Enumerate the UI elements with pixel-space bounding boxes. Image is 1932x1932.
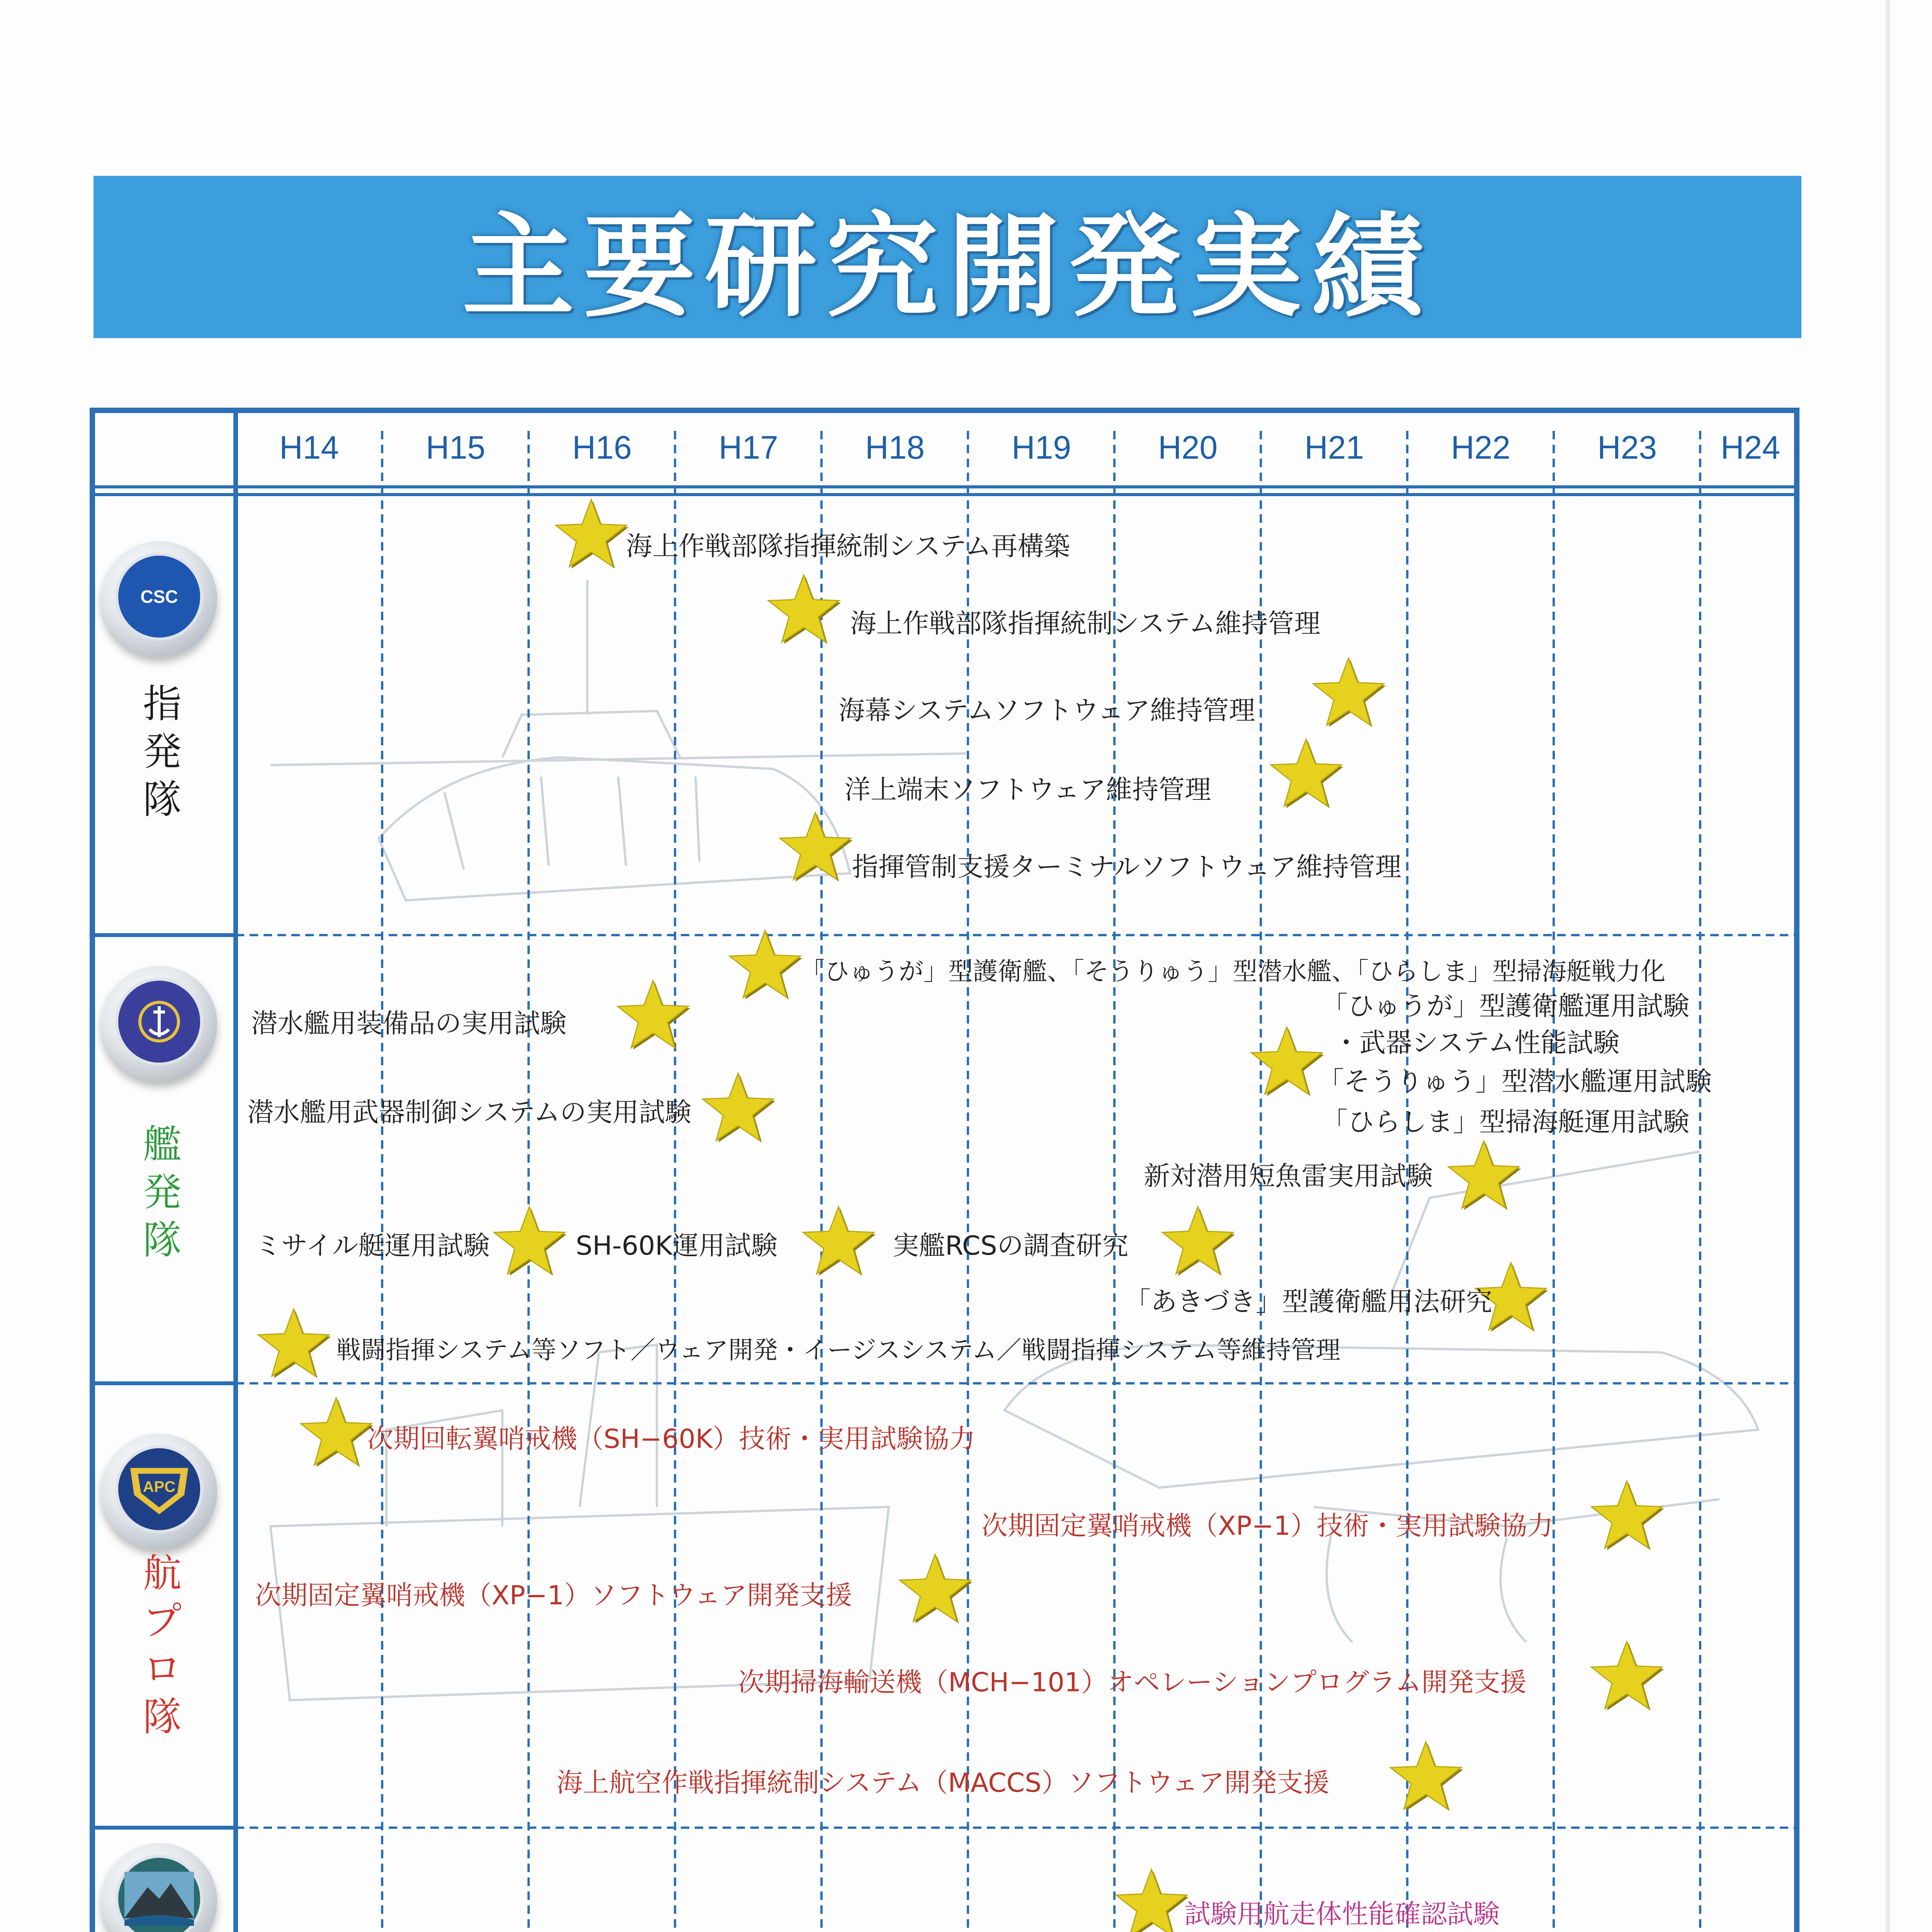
star-marker-icon: [896, 1551, 974, 1629]
item-label: ミサイル艇運用試験: [255, 1231, 490, 1261]
item-label: 海幕システムソフトウェア維持管理: [838, 696, 1255, 726]
star-marker-icon: [1113, 1866, 1190, 1932]
item-label: ・武器システム性能試験: [1333, 1028, 1620, 1058]
item-label: 「そうりゅう」型潜水艦運用試験: [1318, 1066, 1712, 1097]
warship-emblem-icon: [101, 966, 217, 1082]
star-marker-icon: [1588, 1478, 1665, 1555]
year-header: H18: [865, 429, 925, 466]
star-marker-icon: [1310, 655, 1387, 732]
item-label: 次期固定翼哨戒機（XP−1）技術・実用試験協力: [981, 1511, 1553, 1541]
item-label: 「あきづき」型護衛艦用法研究: [1124, 1287, 1493, 1317]
item-label: 試験用航走体性能確認試験: [1184, 1899, 1500, 1930]
item-label: 「ひゅうが」型護衛艦運用試験: [1321, 991, 1690, 1022]
logo-text: CSC: [140, 587, 178, 607]
item-label: 指揮管制支援ターミナルソフトウェア維持管理: [852, 852, 1401, 883]
star-marker-icon: [1588, 1638, 1665, 1716]
item-label: 「ひゅうが」型護衛艦、「そうりゅう」型潜水艦、「ひらしま」型掃海艇戦力化: [800, 957, 1665, 986]
aircraft-program-emblem-icon: [101, 1434, 217, 1549]
star-marker-icon: [491, 1204, 568, 1281]
csc-emblem-icon: [101, 541, 217, 657]
star-marker-icon: [298, 1395, 375, 1472]
year-header: H15: [425, 429, 486, 466]
year-header: H16: [572, 429, 632, 466]
unit-name-shihatsutai: 指 発 隊: [143, 681, 182, 822]
star-marker-icon: [800, 1204, 877, 1281]
star-marker-icon: [1267, 736, 1345, 813]
item-label: 洋上端末ソフトウェア維持管理: [844, 775, 1211, 805]
star-marker-icon: [255, 1306, 332, 1383]
star-marker-icon: [1159, 1204, 1236, 1281]
year-header: H21: [1304, 429, 1364, 466]
year-header: H20: [1158, 429, 1218, 466]
item-label: 海上航空作戦指揮統制システム（MACCS）ソフトウェア開発支援: [556, 1768, 1330, 1798]
page-title: 主要研究開発実績: [462, 202, 1433, 332]
star-marker-icon: [765, 572, 842, 649]
year-header: H24: [1720, 429, 1781, 466]
item-label: 海上作戦部隊指揮統制システム維持管理: [850, 609, 1321, 639]
item-label: 「ひらしま」型掃海艇運用試験: [1321, 1107, 1690, 1138]
year-header: H23: [1597, 429, 1657, 466]
year-header: H14: [279, 429, 339, 466]
item-label: 新対潜用短魚雷実用試験: [1144, 1161, 1433, 1192]
unit-name-kanhatsutai: 艦 発 隊: [143, 1122, 182, 1263]
logo-text: APC: [143, 1478, 176, 1495]
item-label: 潜水艦用武器制御システムの実用試験: [247, 1097, 692, 1128]
star-marker-icon: [1387, 1739, 1464, 1816]
shield-icon: [126, 1460, 192, 1518]
star-marker-icon: [614, 978, 692, 1055]
star-marker-icon: [726, 927, 804, 1005]
star-marker-icon: [1248, 1024, 1325, 1101]
item-label: SH-60K運用試験: [576, 1231, 777, 1261]
star-marker-icon: [699, 1070, 777, 1148]
anchor-icon: [132, 995, 186, 1049]
item-label: 次期掃海輸送機（MCH−101）オペレーションプログラム開発支援: [738, 1667, 1527, 1698]
item-label: 次期固定翼哨戒機（XP−1）ソフトウェア開発支援: [255, 1580, 852, 1611]
year-header: H19: [1011, 429, 1071, 466]
mountain-icon: [124, 1872, 194, 1926]
item-label: 次期回転翼哨戒機（SH−60K）技術・実用試験協力: [367, 1424, 976, 1454]
item-label: 戦闘指揮システム等ソフト／ウェア開発・イージスシステム／戦闘指揮システム等維持管理: [336, 1336, 1341, 1365]
star-marker-icon: [553, 497, 630, 574]
item-label: 潜水艦用装備品の実用試験: [251, 1009, 567, 1039]
star-marker-icon: [777, 810, 854, 887]
star-marker-icon: [1445, 1138, 1522, 1215]
item-label: 海上作戦部隊指揮統制システム再構築: [626, 531, 1070, 562]
unit-name-kouprotai: 航 プ ロ 隊: [143, 1551, 182, 1740]
year-header: H22: [1451, 429, 1511, 466]
item-label: 実艦RCSの調査研究: [893, 1231, 1129, 1261]
year-header: H17: [718, 429, 779, 466]
